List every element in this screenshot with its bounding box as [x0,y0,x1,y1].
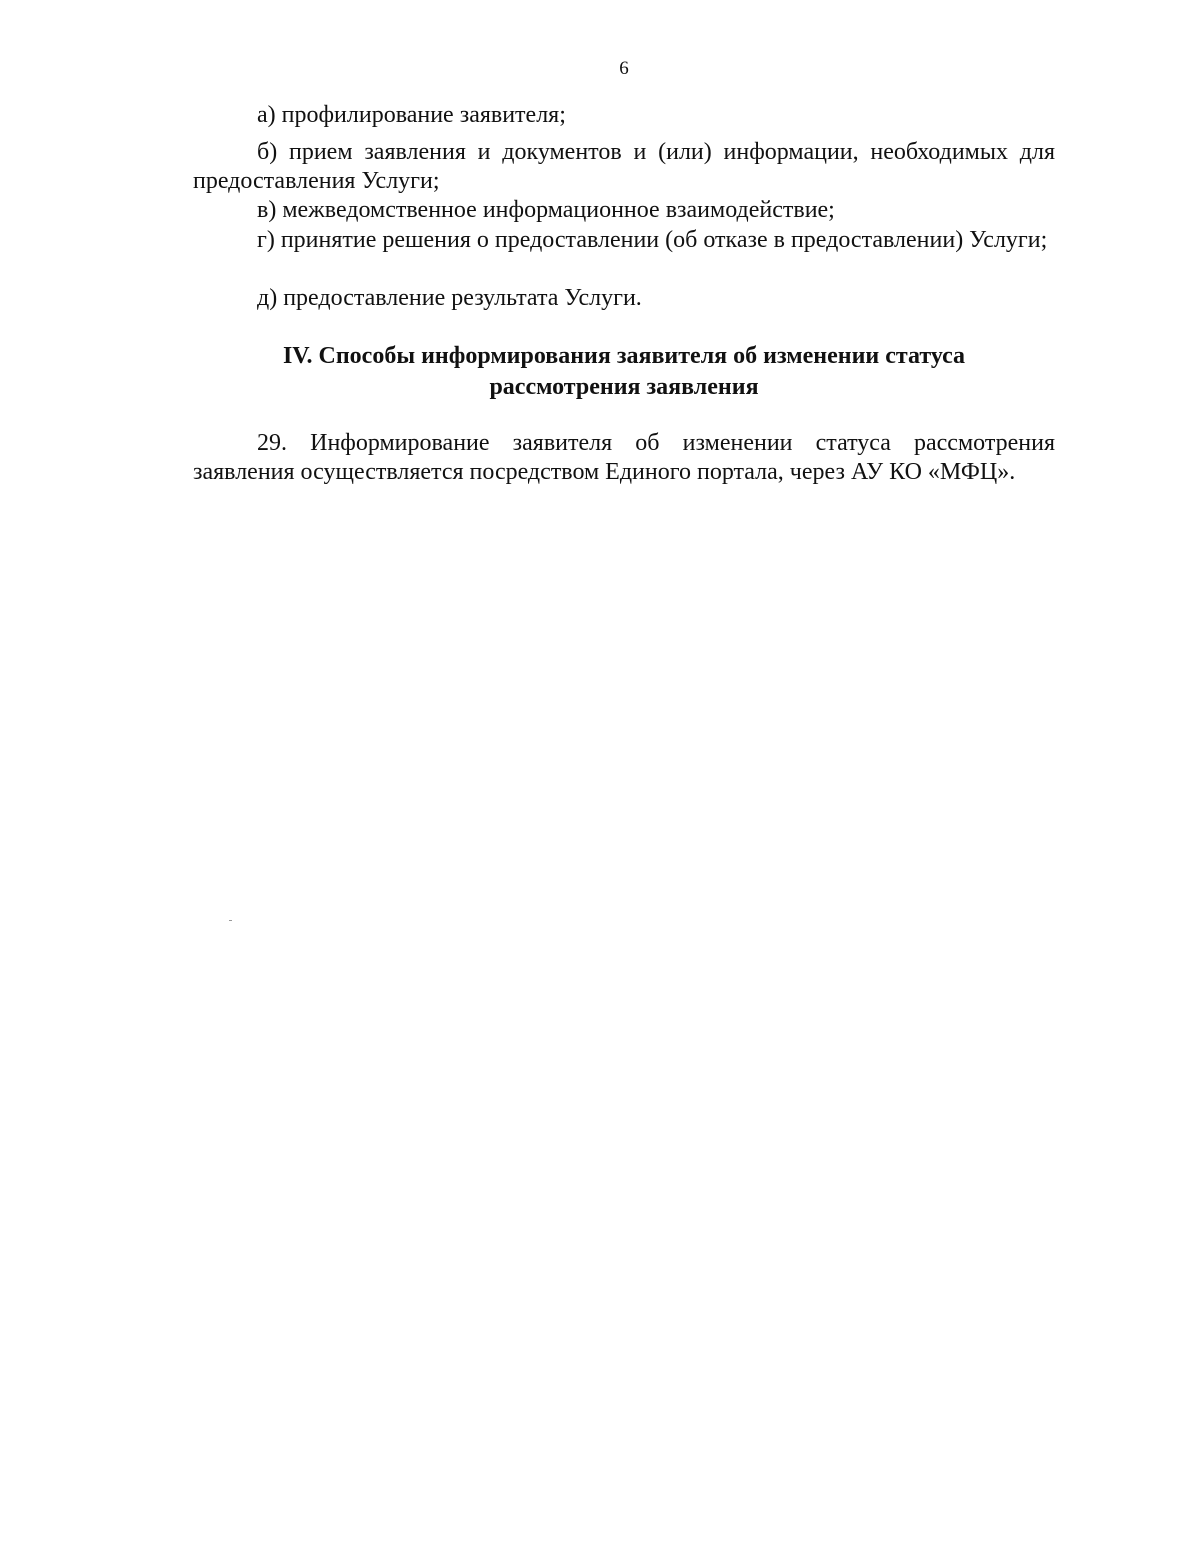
section-heading-line-2: рассмотрения заявления [489,374,759,400]
list-item-b: б) прием заявления и документов и (или) информации, необходимых для предоставления Услуги; [193,139,1055,194]
scan-speck [229,920,232,921]
list-item-d: д) предоставление результата Услуги. [257,285,642,311]
section-heading-line-1: IV. Способы информирования заявителя об изменении статуса [282,343,966,369]
section-heading [193,341,1055,403]
list-item-v: в) межведомственное информационное взаимодействие; [257,197,835,223]
page-number: 6 [619,58,629,79]
list-item-g: г) принятие решения о предоставлении (об отказе в предоставлении) Услуги; [257,227,1048,253]
paragraph-29: 29. Информирование заявителя об изменении статуса рассмотрения заявления осуществляется посредством Единого портала, через АУ КО «МФЦ». [193,430,1055,485]
list-item-a: а) профилирование заявителя; [257,102,566,128]
